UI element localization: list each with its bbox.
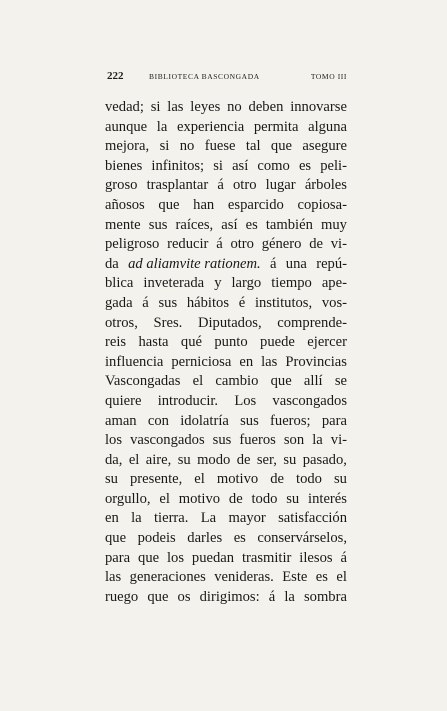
text-line (105, 451, 347, 471)
word: á (217, 177, 224, 194)
word: el (336, 569, 347, 586)
word: satisfacción (278, 510, 347, 527)
word: mente (105, 216, 141, 233)
word: bienes (105, 157, 143, 174)
text-line (105, 137, 347, 157)
text-line (105, 216, 347, 236)
word: podeis (137, 530, 176, 547)
text-line (105, 255, 347, 275)
word: en (239, 353, 254, 370)
word: las (261, 353, 278, 370)
word: largo (231, 275, 262, 292)
word: modo (197, 451, 231, 468)
word: las (167, 99, 184, 115)
word: árboles (304, 177, 347, 194)
word: reis (105, 334, 127, 351)
word: influencia (105, 353, 164, 370)
word: La (200, 510, 217, 527)
word: á (340, 549, 347, 566)
word: repú- (316, 255, 347, 272)
word: pasado, (302, 451, 347, 468)
word: otro (232, 177, 257, 194)
word: infinitos; (151, 157, 205, 174)
word: así (232, 157, 249, 174)
word: su (334, 471, 347, 488)
word: Provincias (285, 353, 347, 370)
word: su (283, 451, 297, 468)
text-line (105, 392, 347, 412)
word: el (128, 451, 140, 468)
text-line (105, 549, 347, 569)
word: experiencia (176, 118, 245, 135)
word: Sres. (153, 314, 183, 331)
word: ilesos (299, 549, 333, 566)
word: la (284, 588, 295, 605)
word: aunque (105, 118, 148, 135)
word: hábitos (186, 294, 230, 311)
word: os (177, 588, 191, 605)
word: inveterada (143, 275, 205, 292)
text-line (105, 157, 347, 177)
word: leyes (190, 99, 221, 115)
word: en (105, 510, 119, 527)
text-line (105, 294, 347, 314)
word: que (158, 196, 180, 213)
word: é (238, 294, 246, 311)
word: generaciones (129, 569, 206, 586)
word: á (268, 588, 276, 605)
word: á (142, 294, 149, 311)
word: reducir (167, 236, 209, 253)
word: como (257, 157, 290, 174)
word: añosos (105, 196, 145, 213)
word: da, (105, 451, 123, 468)
word: fueros (239, 432, 276, 449)
word: vos- (321, 294, 347, 311)
word: hasta (138, 334, 169, 351)
word: gada (105, 294, 133, 311)
text-line (105, 470, 347, 490)
text-line (105, 353, 347, 373)
text-line (105, 588, 347, 608)
word: vi- (330, 236, 347, 253)
word: introducir. (157, 392, 219, 409)
word: su (177, 451, 191, 468)
word: otro (230, 236, 254, 253)
word: groso (105, 177, 138, 194)
word: los (105, 432, 123, 449)
word: esparcido (227, 196, 284, 213)
word: para (105, 549, 131, 566)
word: institutos, (254, 294, 313, 311)
word: ser, (256, 451, 277, 468)
word: trasmitir (241, 549, 292, 566)
word: todo (296, 471, 322, 488)
word: presente, (130, 471, 183, 488)
word: tal (245, 138, 261, 155)
word: que (270, 373, 292, 390)
word: también (265, 216, 313, 233)
text-line (105, 274, 347, 294)
word: raíces, (175, 216, 214, 233)
running-title: BIBLIOTECA BASCONGADA (149, 72, 260, 81)
word: es (298, 157, 312, 174)
word: qué (180, 334, 202, 351)
volume-label: TOMO III (310, 72, 347, 81)
word: lugar (265, 177, 296, 194)
word: es (315, 569, 328, 586)
word: cambio (215, 373, 259, 390)
word: permita (253, 118, 299, 135)
word: darles (187, 530, 223, 547)
word: vedad; (105, 99, 144, 115)
word: otros, (105, 314, 138, 331)
word: los (166, 549, 185, 566)
word: trasplantar (146, 177, 209, 194)
text-line (105, 509, 347, 529)
word: son (283, 432, 305, 449)
text-line (105, 412, 347, 432)
word: que (105, 530, 127, 547)
word: si (150, 99, 161, 115)
word: aire, (145, 451, 172, 468)
word: y (214, 275, 222, 292)
word: puedan (191, 549, 235, 566)
word: copiosa- (297, 196, 347, 213)
text-line (105, 98, 347, 118)
word: punto (214, 334, 248, 351)
word: ad aliamvite rationem. (128, 255, 261, 272)
word: sus (212, 432, 232, 449)
word: muy (320, 216, 347, 233)
word: la (131, 510, 142, 527)
text-line (105, 196, 347, 216)
text-line (105, 333, 347, 353)
text-line (105, 235, 347, 255)
text-line (105, 529, 347, 549)
word: tiempo (271, 275, 312, 292)
word: una (285, 255, 307, 272)
word: para (321, 412, 347, 429)
word: han (193, 196, 215, 213)
word: vascongados (130, 432, 205, 449)
word: motivo (216, 471, 259, 488)
word: venideras. (214, 569, 274, 586)
word: es (233, 530, 246, 547)
word: dirigimos: (199, 588, 260, 605)
word: asegure (302, 138, 347, 155)
word: mayor (228, 510, 266, 527)
word: su (105, 471, 118, 488)
word: Vascongadas (105, 373, 181, 390)
word: de (236, 451, 251, 468)
word: Este (282, 569, 308, 586)
word: la (312, 432, 323, 449)
word: mejora, (105, 138, 150, 155)
word: allí (303, 373, 323, 390)
text-line (105, 568, 347, 588)
word: motivo (178, 490, 221, 507)
word: género (261, 236, 302, 253)
word: de (228, 490, 243, 507)
word: el (192, 373, 204, 390)
word: se (334, 373, 347, 390)
word: deben (248, 99, 284, 115)
word: vascongados (272, 392, 347, 409)
word: idolatría (180, 412, 229, 429)
word: vi- (330, 432, 347, 449)
text-line (105, 118, 347, 138)
word: ejercer (307, 334, 347, 351)
word: que (270, 138, 292, 155)
word: con (147, 412, 169, 429)
word: Los (234, 392, 257, 409)
word: el (159, 490, 170, 507)
word: conservárselos, (257, 530, 347, 547)
word: que (147, 588, 169, 605)
word: aman (105, 412, 137, 429)
word: todo (251, 490, 278, 507)
word: alguna (308, 118, 347, 135)
word: el (194, 471, 205, 488)
page-header (107, 70, 347, 86)
word: orgullo, (105, 490, 151, 507)
word: peli- (320, 157, 347, 174)
word: que (138, 549, 160, 566)
word: fueros; (270, 412, 311, 429)
word: puede (260, 334, 295, 351)
word: sus (240, 412, 259, 429)
word: de (270, 471, 285, 488)
word: á (269, 255, 277, 272)
word: ruego (105, 588, 139, 605)
text-line (105, 176, 347, 196)
word: así (221, 216, 238, 233)
word: las (105, 569, 122, 586)
word: no (179, 138, 195, 155)
word: no (227, 99, 242, 115)
word: interés (308, 490, 347, 507)
word: blica (105, 275, 134, 292)
body-text (105, 98, 347, 607)
word: innovarse (290, 99, 347, 115)
word: fuese (204, 138, 236, 155)
text-line (105, 490, 347, 510)
text-line (105, 372, 347, 392)
word: comprende- (277, 314, 347, 331)
word: su (286, 490, 300, 507)
word: Diputados, (197, 314, 262, 331)
word: la (156, 118, 168, 135)
word: de (309, 236, 323, 253)
word: perniciosa (171, 353, 232, 370)
word: sus (148, 216, 168, 233)
word: tierra. (153, 510, 189, 527)
word: á (216, 236, 223, 253)
text-line (105, 431, 347, 451)
word: sus (158, 294, 178, 311)
word: si (159, 138, 170, 155)
word: sombra (303, 588, 347, 605)
word: si (213, 157, 223, 174)
text-line (105, 314, 347, 334)
page-number: 222 (107, 70, 124, 82)
word: peligroso (105, 236, 160, 253)
word: ape- (321, 275, 347, 292)
word: quiere (105, 392, 142, 409)
word: es (245, 216, 258, 233)
word: da (105, 255, 119, 272)
